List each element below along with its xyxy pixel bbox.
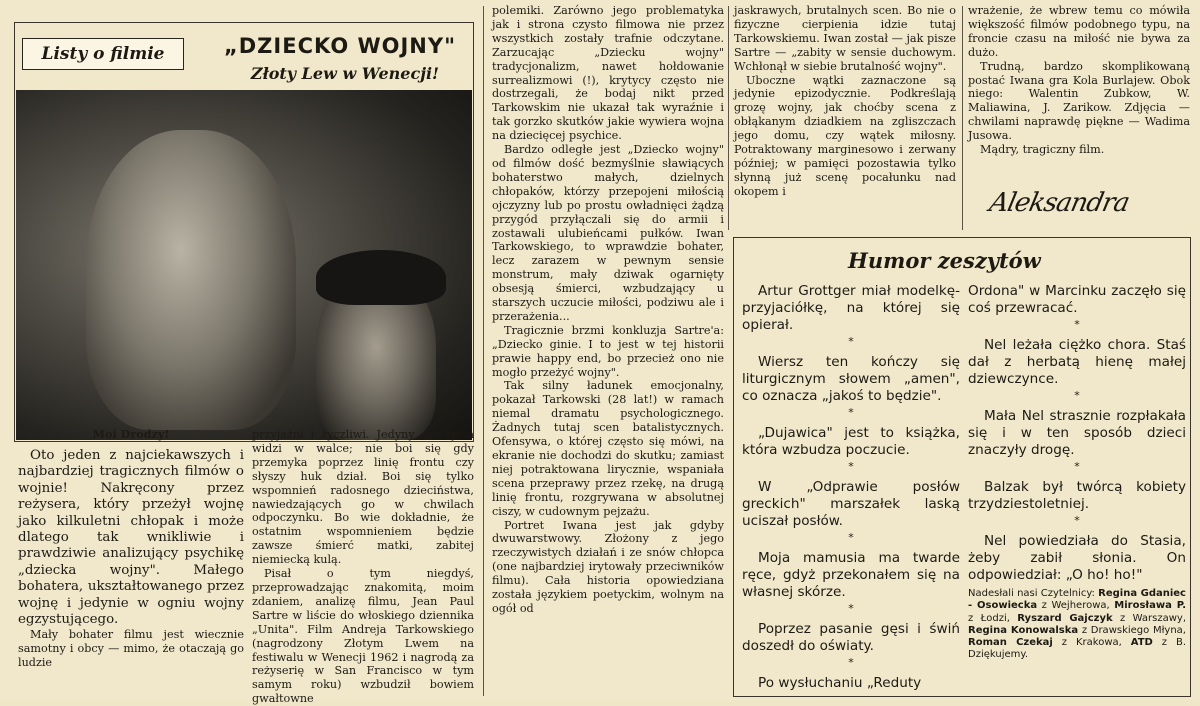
col5-paragraph-2: Trudną, bardzo skomplikowaną postać Iwana gra Kola Burlajew. Obok niego: Walentin Zubkow, W. Maliawina, J. Zarikow. Zdjęcia — chwilami naprawdę piękne — Wadima Jusowa. (968, 59, 1190, 143)
joke-item: Nel leżała ciężko chora. Staś dał z herbatą hienę małej dziewczynce. (968, 337, 1186, 387)
credit-place: z Drawskiego Młyna, (1081, 624, 1186, 636)
article-title: „DZIECKO WOJNY" (223, 34, 457, 58)
boy-cap (316, 250, 446, 305)
credit-place: z Łodzi, (968, 612, 1010, 624)
separator-star: * (848, 406, 854, 419)
joke-item: Wiersz ten kończy się liturgicznym słowem „amen", co oznacza „jakoś to będzie". (742, 354, 960, 404)
col5-paragraph-1: wrażenie, że wbrew temu co mówiła większość filmów podobnego typu, na froncie czasu na miłość nie bywa za dużo. (968, 4, 1190, 59)
author-signature: Aleksandra (986, 188, 1132, 218)
column-3 (492, 4, 724, 698)
credit-name: Regina Konowalska (968, 624, 1079, 636)
credit-place: z Wejherowa, (1041, 600, 1110, 612)
greeting: Moi Drodzy! (92, 427, 170, 441)
film-still-photo (16, 90, 472, 440)
credit-place: z B. (1161, 637, 1186, 649)
section-tag: Listy o filmie (22, 38, 184, 70)
column-divider (728, 6, 729, 230)
joke-item: Nel powiedziała do Stasia, żeby zabił słonia. On odpowiedział: „O ho! ho!" (968, 533, 1186, 583)
credit-name: Mirosława P. (1114, 600, 1186, 612)
separator-star: * (1074, 514, 1080, 527)
separator-star: * (1074, 389, 1080, 402)
separator-star: * (848, 531, 854, 544)
column-4 (734, 4, 956, 232)
joke-item: W „Odprawie posłów greckich" marszałek laską uciszał posłów. (742, 479, 960, 529)
col5-paragraph-3: Mądry, tragiczny film. (980, 143, 1105, 157)
joke-item: Moja mamusia ma twarde ręce, gdyż przekonałem się na własnej skórze. (742, 550, 960, 600)
humor-column-right (968, 283, 1186, 697)
separator-star: * (1074, 318, 1080, 331)
reader-credits (968, 588, 1186, 662)
credits-intro: Nadesłali nasi Czytelnicy: (968, 588, 1095, 599)
col3-paragraph-5: Portret Iwana jest jak gdyby dwuwarstwowy. Złożony z jego rzeczywistych działań i ze snów chłopca (one najbardziej irytowały przeciwników filmu). Cała historia opowiedziana została językiem poetyckim, wolnym na ogół od (492, 518, 724, 615)
article-subtitle: Złoty Lew w Wenecji! (250, 64, 440, 83)
col3-paragraph-2: Bardzo odległe jest „Dziecko wojny" od filmów dość bezmyślnie sławiących bohaterstwo małych, dzielnych chłopaków, którzy przepojeni miłością ojczyzny lub po prostu owładnięci żądzą przygód przyłączali się do armii i zostawali ulubieńcami pułków. Iwan Tarkowskiego, to wprawdzie bohater, lecz zarazem w pewnym sensie monstrum, mały dziwak ogarnięty obsesją śmierci, wzbudzający u starszych uczucie miłości, podziwu ale i przerażenia... (492, 143, 724, 323)
column-2 (252, 428, 474, 706)
separator-star: * (848, 656, 854, 669)
humor-column-left (742, 283, 960, 697)
col2-paragraph-2: Pisał o tym niegdyś, przeprowadzając znakomitą, moim zdaniem, analizę filmu, Jean Paul Sartre w liście do włoskiego dziennika „Unita". Film Andreja Tarkowskiego (nagrodzony Złotym Lwem na festiwalu w Wenecji 1962 i nagrodą za reżyserię w San Francisco w tym samym roku) wzbudził bowiem gwałtowne (252, 567, 474, 706)
joke-item: Balzak był twórcą kobiety trzydziestoletniej. (968, 479, 1186, 512)
col1-paragraph-2: Mały bohater filmu jest wiecznie samotny i obcy — mimo, że otaczają go ludzie (18, 628, 244, 670)
separator-star: * (848, 602, 854, 615)
credits-thanks: Dziękujemy. (968, 649, 1029, 661)
col1-paragraph-1: Oto jeden z najciekawszych i najbardziej tragicznych filmów o wojnie! Nakręcony przez reżysera, który przeżył wojnę jako kilkuletni chłopak i może dlatego tak wnikliwie i prawdziwie analizujący psychikę „dziecka wojny". Małego bohatera, ukształtowanego przez wojnę i jedynie w ogniu wojny egzystującego. (18, 447, 244, 627)
col3-paragraph-4: Tak silny ładunek emocjonalny, pokazał Tarkowski (28 lat!) w ramach niemal dramatu psychologicznego. Żadnych tutaj scen batalistycznych. Ofensywa, o której często się mówi, na ekranie nie dochodzi do skutku; zamiast niej potraktowana lirycznie, wspaniała scena przeprawy przez rzekę, na drugą linię frontu, rozgrywana w absolutnej ciszy, w cudownym pejzażu. (492, 379, 724, 518)
col3-paragraph-1: polemiki. Zarówno jego problematyka jak i strona czysto filmowa nie przez wszystkich zostały trafnie odczytane. Zarzucając „Dziecku wojny" tradycjonalizm, nawet hołdowanie surrealizmowi (!), krytycy często nie dostrzegali, że bodaj nikt przed Tarkowskim nie ukazał tak wyraźnie i tak gorzko skutków jakie wywiera wojna na dziecięcej psychice. (492, 4, 724, 143)
credit-name: Ryszard Gajczyk (1017, 612, 1113, 624)
joke-item: Mała Nel strasznie rozpłakała się i w ten sposób dzieci znaczyły drogę. (968, 408, 1186, 458)
credit-name: Roman Czekaj (968, 637, 1053, 649)
separator-star: * (848, 460, 854, 473)
credit-name: Regina Gdaniec - Osowiecka (968, 588, 1186, 612)
column-1 (18, 428, 244, 698)
joke-item: Po wysłuchaniu „Reduty (758, 675, 922, 691)
col4-paragraph-1: jaskrawych, brutalnych scen. Bo nie o fizyczne cierpienia idzie tutaj Tarkowskiemu. Iwan został — jak pisze Sartre — „zabity w sensie duchowym. Wchłonął w siebie brutalność wojny". (734, 4, 956, 73)
joke-item: Poprzez pasanie gęsi i świń doszedł do oświaty. (742, 621, 960, 654)
column-divider (962, 6, 963, 230)
credit-place: z Krakowa, (1061, 637, 1122, 649)
joke-item: Artur Grottger miał modelkę-przyjaciółkę, na której się opierał. (742, 283, 960, 333)
joke-item: „Dujawica" jest to książka, która wzbudza poczucie. (742, 425, 960, 458)
credit-name: ATD (1130, 637, 1153, 649)
column-divider (483, 6, 484, 696)
humor-title: Humor zeszytów (848, 248, 1041, 273)
joke-item: Ordona" w Marcinku zaczęło się coś przewracać. (968, 283, 1186, 316)
separator-star: * (848, 335, 854, 348)
column-5 (968, 4, 1190, 184)
col3-paragraph-3: Tragicznie brzmi konkluzja Sartre'a: „Dziecko ginie. I to jest w tej historii prawie happy end, bo przecież ono nie mogło przeżyć wojny". (492, 323, 724, 379)
col2-paragraph-1: przyjaźni i życzliwi. Jedyny cel życia widzi w walce; nie boi się gdy przemyka poprzez linię frontu czy słyszy huk dział. Boi się tylko wspomnień radosnego dzieciństwa, nawiedzających go w chwilach odpoczynku. Bo wie dokładnie, że ostatnim wspomnieniem będzie zawsze śmierć matki, zabitej niemiecką kulą. (252, 428, 474, 567)
old-man-figure (86, 130, 296, 430)
col4-paragraph-2: Uboczne wątki zaznaczone są jedynie epizodycznie. Podkreślają grozę wojny, jak choćby scena z obłąkanym dziadkiem na zgliszczach jego domu, czy wątek miłosny. Potraktowany marginesowo i zerwany później; w pamięci pozostawia tylko słynną już scenę pocałunku nad okopem i (734, 73, 956, 198)
credit-place: z Warszawy, (1120, 612, 1186, 624)
separator-star: * (1074, 460, 1080, 473)
